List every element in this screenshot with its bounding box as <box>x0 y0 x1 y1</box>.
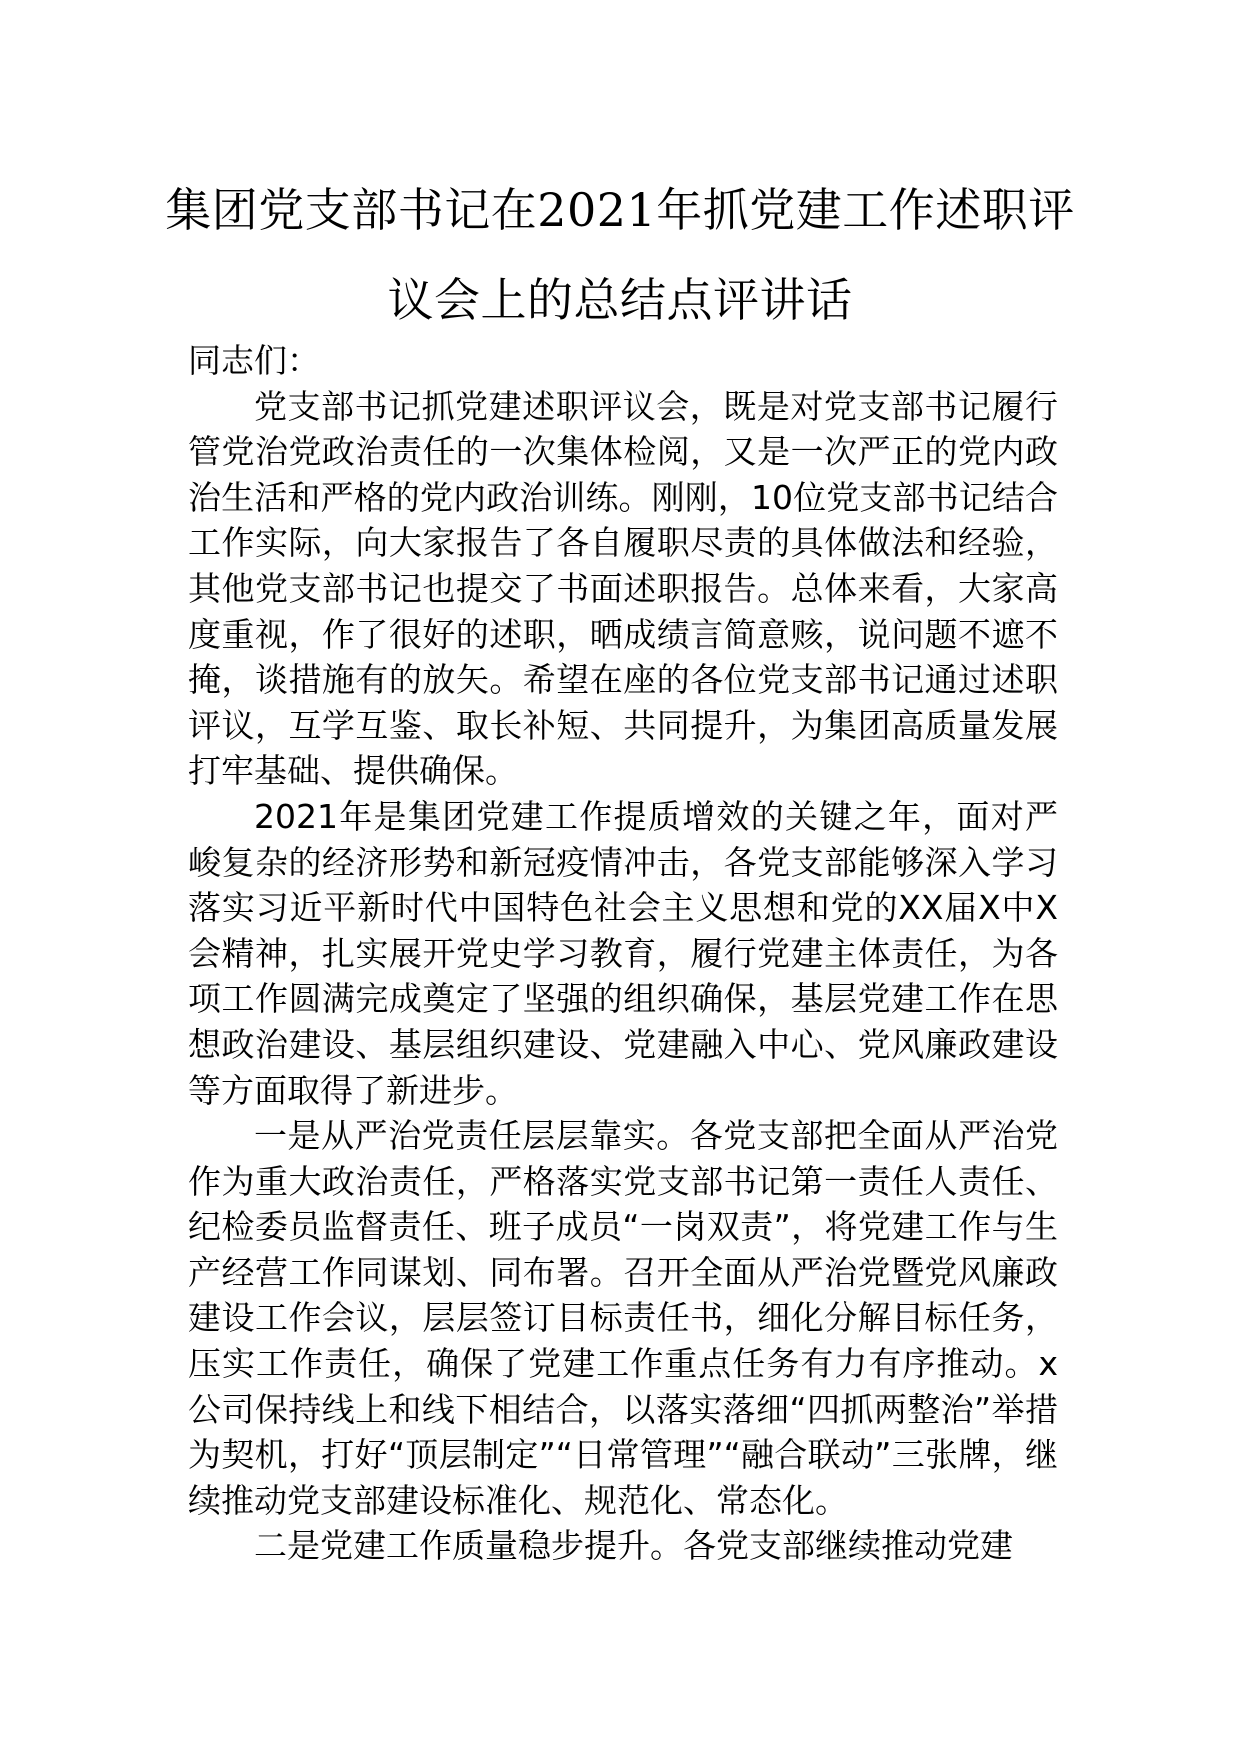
document-body <box>188 338 1058 1569</box>
document-title: 集团党支部书记在2021年抓党建工作述职评议会上的总结点评讲话 <box>165 183 1075 327</box>
salutation: 同志们： <box>188 341 320 380</box>
paragraph-intro: 党支部书记抓党建述职评议会，既是对党支部书记履行管党治党政治责任的一次集体检阅，又是一次严正的党内政治生活和严格的党内政治训练。刚刚，10位党支部书记结合工作实际，向大家报告了各自履职尽责的具体做法和经验，其他党支部书记也提交了书面述职报告。总体来看，大家高度重视，作了很好的述职，晒成绩言简意赅，说问题不遮不掩，谈措施有的放矢。希望在座的各位党支部书记通过述职评议，互学互鉴、取长补短、共同提升，为集团高质量发展打牢基础、提供确保。 <box>188 386 1058 791</box>
paragraph-point-two: 二是党建工作质量稳步提升。各党支部继续推动党建 <box>254 1526 1013 1566</box>
paragraph-point-one: 一是从严治党责任层层靠实。各党支部把全面从严治党作为重大政治责任，严格落实党支部书记第一责任人责任、纪检委员监督责任、班子成员“一岗双责”，将党建工作与生产经营工作同谋划、同布署。召开全面从严治党暨党风廉政建设工作会议，层层签订目标责任书，细化分解目标任务，压实工作责任，确保了党建工作重点任务有力有序推动。x公司保持线上和线下相结合，以落实落细“四抓两整治”举措为契机，打好“顶层制定”“日常管理”“融合联动”三张牌，继续推动党支部建设标准化、规范化、常态化。 <box>188 1116 1058 1520</box>
paragraph-overview: 2021年是集团党建工作提质增效的关键之年，面对严峻复杂的经济形势和新冠疫情冲击，各党支部能够深入学习落实习近平新时代中国特色社会主义思想和党的XX届X中X会精神，扎实展开党史学习教育，履行党建主体责任，为各项工作圆满完成奠定了坚强的组织确保，基层党建工作在思想政治建设、基层组织建设、党建融入中心、党风廉政建设等方面取得了新进步。 <box>188 796 1058 1110</box>
